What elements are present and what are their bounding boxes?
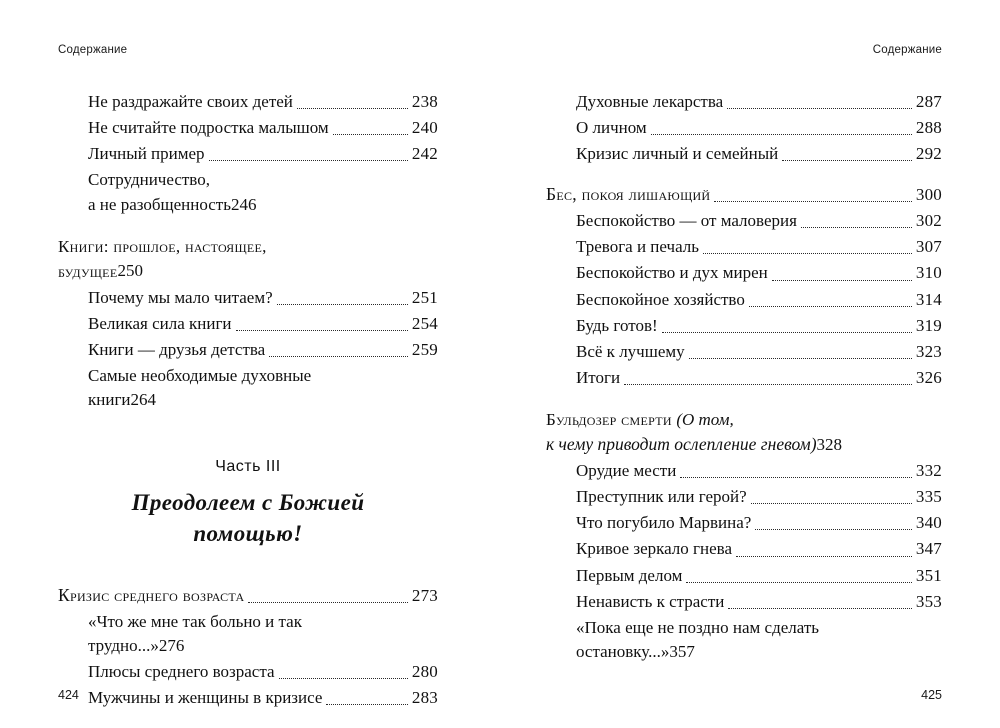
toc-entry-page: 332 (915, 461, 942, 481)
toc-chapter[interactable] (546, 182, 942, 207)
dot-leader (782, 159, 912, 161)
dot-leader (277, 303, 408, 305)
toc-entry-page: 259 (411, 339, 438, 359)
toc-chapter-title: Кризис среднего возраста (58, 584, 245, 605)
toc-chapter-page: 250 (117, 261, 143, 281)
toc-entry-title: Беспокойство — от маловерия (576, 211, 797, 231)
toc-entry-title-line2: а не разобщенность (88, 194, 231, 214)
toc-entry-title: Духовные лекарства (576, 92, 724, 111)
toc-entry-title-line2: книги (88, 390, 131, 410)
toc-entry-title: Великая сила книги (88, 313, 232, 333)
dot-leader (297, 107, 408, 109)
toc-chapter-subtitle-line2: к чему приводит ослепление гневом) (546, 434, 817, 455)
toc-entry-page: 351 (915, 565, 942, 585)
dot-leader (624, 383, 912, 385)
toc-entry-page: 310 (915, 263, 942, 283)
dot-leader (755, 528, 912, 530)
page-number-right: 425 (921, 688, 942, 702)
toc-chapter[interactable] (58, 583, 438, 608)
toc-entry[interactable] (58, 660, 438, 684)
dot-leader (801, 226, 912, 228)
toc-entry[interactable] (546, 261, 942, 285)
toc-entry[interactable] (546, 288, 942, 312)
toc-entry-title: Почему мы мало читаем? (88, 287, 273, 307)
part-number: Часть III (215, 458, 281, 476)
toc-entry-title: Будь готов! (576, 315, 658, 335)
toc-entry[interactable] (58, 116, 438, 140)
dot-leader (749, 305, 912, 307)
toc-entry-title: Беспокойное хозяйство (576, 289, 745, 309)
dot-leader (686, 581, 911, 583)
part-title-line2: помощью! (193, 520, 303, 546)
dot-leader (728, 607, 912, 609)
toc-entry[interactable] (546, 564, 942, 588)
toc-entry[interactable] (58, 610, 438, 658)
dot-leader (680, 476, 912, 478)
dot-leader (248, 601, 407, 603)
toc-entry[interactable] (58, 168, 438, 216)
toc-entry-title: Мужчины и женщины в кризисе (88, 688, 323, 708)
dot-leader (736, 555, 912, 557)
toc-entry-title-line1: Сотрудничество, (88, 170, 210, 190)
toc-entry[interactable] (546, 366, 942, 390)
dot-leader (209, 159, 408, 161)
toc-entry-page: 335 (915, 487, 942, 507)
toc-entry-page: 254 (411, 313, 438, 333)
toc-entry-title-line2: трудно...» (88, 635, 159, 655)
toc-entry[interactable] (546, 116, 942, 140)
toc-entry-title: Плюсы среднего возраста (88, 662, 275, 682)
dot-leader (326, 703, 407, 705)
toc-chapter-title-line1 (546, 408, 942, 432)
running-head-right: Содержание (872, 44, 942, 56)
dot-leader (279, 677, 408, 679)
toc-entry[interactable] (546, 459, 942, 483)
toc-chapter-title-line1: Книги: прошлое, настоящее, (58, 236, 267, 256)
part-heading (58, 458, 438, 549)
toc-entry-page: 283 (411, 688, 438, 708)
toc-entry[interactable] (58, 312, 438, 336)
toc-entry[interactable] (546, 235, 942, 259)
dot-leader (651, 133, 912, 135)
toc-entry-page: 319 (915, 315, 942, 335)
toc-entry[interactable] (58, 90, 438, 114)
toc-entry[interactable] (546, 590, 942, 614)
toc-entry-page: 264 (130, 390, 157, 410)
toc-chapter-page: 273 (411, 585, 438, 605)
page-number-left: 424 (58, 688, 79, 702)
toc-entry-title: Первым делом (576, 565, 683, 585)
toc-entry[interactable] (58, 338, 438, 362)
toc-entry-title: Не раздражайте своих детей (88, 92, 293, 111)
toc-entry[interactable] (58, 142, 438, 166)
toc-chapter-title: Бес, покоя лишающий (546, 184, 711, 205)
dot-leader (269, 355, 408, 357)
toc-right-column (546, 90, 942, 664)
toc-entry-page: 314 (915, 289, 942, 309)
toc-chapter-title-line2: будущее (58, 260, 118, 281)
toc-entry[interactable] (546, 209, 942, 233)
running-head-left: Содержание (58, 44, 128, 56)
toc-chapter-title-main: Бульдозер смерти (546, 410, 677, 430)
toc-entry-title: Всё к лучшему (576, 341, 685, 361)
toc-entry-page: 246 (230, 194, 257, 214)
toc-entry-title: Кривое зеркало гнева (576, 539, 733, 559)
toc-entry-page: 280 (411, 662, 438, 682)
toc-entry-title: Беспокойство и дух мирен (576, 263, 768, 283)
toc-entry-title-line2: остановку...» (576, 641, 670, 661)
toc-entry-page: 251 (411, 287, 438, 307)
part-title-line1: Преодолеем с Божией (131, 490, 365, 516)
toc-entry-page: 326 (915, 367, 942, 387)
toc-entry-title: Не считайте подростка малышом (88, 118, 329, 138)
dot-leader (662, 331, 912, 333)
toc-entry-page: 287 (915, 92, 942, 111)
toc-entry-title: Кризис личный и семейный (576, 144, 779, 164)
toc-chapter[interactable] (546, 408, 942, 457)
toc-entry-title: Орудие мести (576, 461, 677, 481)
toc-entry-page: 323 (915, 341, 942, 361)
dot-leader (236, 329, 408, 331)
toc-entry[interactable] (546, 537, 942, 561)
toc-entry[interactable] (546, 340, 942, 364)
toc-entry[interactable] (546, 314, 942, 338)
toc-entry-title: Преступник или герой? (576, 487, 747, 507)
toc-entry-page: 302 (915, 211, 942, 231)
toc-entry[interactable] (58, 686, 438, 710)
toc-entry-title: О личном (576, 118, 647, 138)
dot-leader (772, 279, 912, 281)
toc-entry-page: 307 (915, 237, 942, 257)
dot-leader (714, 200, 911, 202)
toc-entry-page: 353 (915, 591, 942, 611)
toc-chapter-page: 300 (915, 185, 942, 205)
toc-entry-title: Итоги (576, 367, 621, 387)
toc-entry-page: 242 (411, 144, 438, 164)
dot-leader (727, 107, 912, 109)
toc-entry[interactable] (546, 511, 942, 535)
toc-entry[interactable] (58, 286, 438, 310)
toc-entry-page: 347 (915, 539, 942, 559)
right-page (500, 0, 1000, 728)
toc-entry-title-line1: Самые необходимые духовные (88, 365, 312, 385)
toc-entry-page: 357 (669, 641, 695, 661)
dot-leader (703, 252, 912, 254)
toc-entry-page: 240 (411, 118, 438, 138)
dot-leader (333, 133, 408, 135)
part-title (58, 488, 438, 549)
toc-entry-page: 292 (915, 144, 942, 164)
toc-entry-title: Личный пример (88, 144, 205, 164)
toc-chapter[interactable] (58, 235, 438, 284)
toc-entry-page: 288 (915, 118, 942, 138)
dot-leader (751, 502, 912, 504)
toc-chapter-subtitle-line1: (О том, (676, 410, 734, 430)
toc-entry-title: Ненависть к страсти (576, 591, 725, 611)
dot-leader (689, 357, 912, 359)
toc-entry-title: Тревога и печаль (576, 237, 700, 257)
toc-entry[interactable] (546, 485, 942, 509)
toc-entry-page: 340 (915, 513, 942, 533)
toc-entry-title: Что погубило Марвина? (576, 513, 752, 533)
toc-entry[interactable] (546, 616, 942, 664)
toc-entry-title: Книги — друзья детства (88, 339, 266, 359)
toc-entry-title-line1: «Пока еще не поздно нам сделать (576, 617, 820, 637)
toc-entry-title-line1: «Что же мне так больно и так (88, 611, 302, 631)
toc-entry[interactable] (58, 364, 438, 412)
toc-entry-page: 238 (411, 92, 438, 111)
toc-entry[interactable] (546, 90, 942, 114)
toc-entry-page: 276 (158, 635, 185, 655)
toc-chapter-page: 328 (816, 434, 843, 454)
toc-entry[interactable] (546, 142, 942, 166)
toc-left-column (58, 90, 438, 710)
